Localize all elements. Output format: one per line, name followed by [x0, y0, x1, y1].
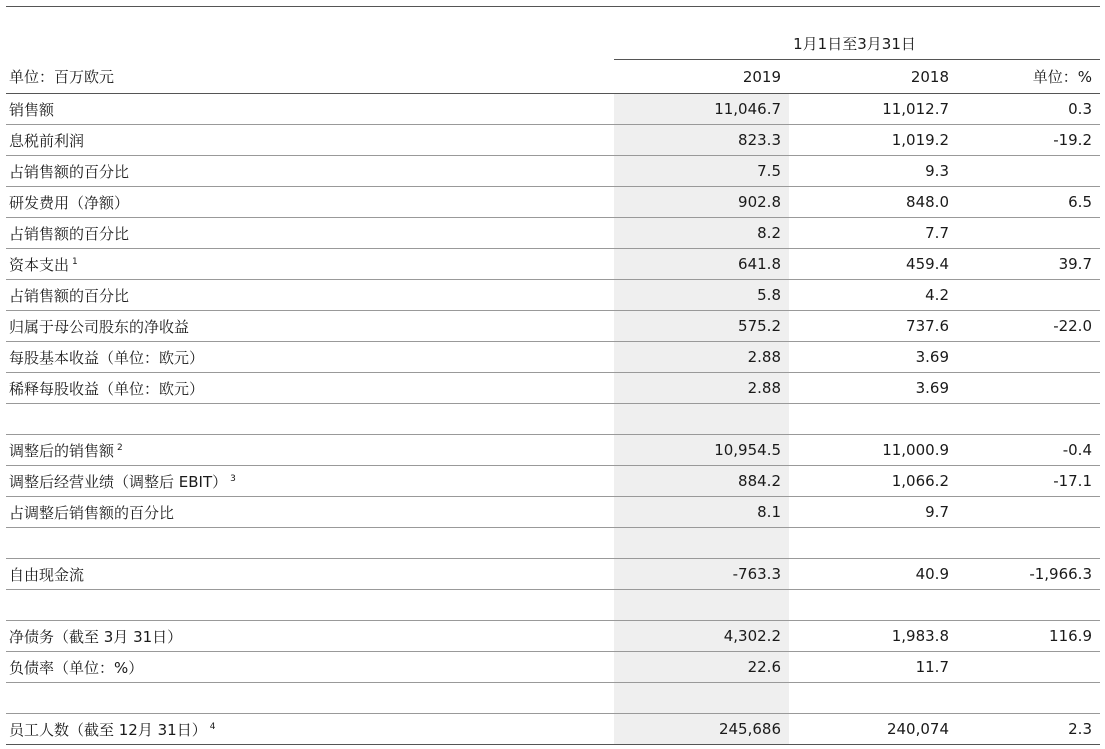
value-change-pct: -1,966.3	[957, 559, 1100, 590]
row-label: 归属于母公司股东的净收益	[9, 317, 190, 336]
value-2018: 11,000.9	[789, 435, 957, 466]
value-2018: 11,012.7	[789, 94, 957, 125]
value-2019: 902.8	[614, 187, 789, 218]
value-2019: 245,686	[614, 714, 789, 745]
value-change-pct: -19.2	[957, 125, 1100, 156]
row-label-cell	[6, 94, 614, 125]
row-label: 每股基本收益（单位：欧元）	[9, 348, 205, 367]
value-2018: 3.69	[789, 342, 957, 373]
value-2019: 884.2	[614, 466, 789, 497]
value-2019: 11,046.7	[614, 94, 789, 125]
value-2019: 10,954.5	[614, 435, 789, 466]
column-header-row	[6, 60, 1100, 94]
value-2018: 7.7	[789, 218, 957, 249]
table-row	[6, 714, 1100, 745]
footnote-marker: 3	[230, 473, 236, 484]
row-label: 占销售额的百分比	[9, 162, 130, 181]
value-2019: 7.5	[614, 156, 789, 187]
value-2018: 848.0	[789, 187, 957, 218]
value-2019: 8.1	[614, 497, 789, 528]
table-row	[6, 187, 1100, 218]
period-label: 1月1日至3月31日	[614, 7, 1100, 60]
row-label-cell	[6, 652, 614, 683]
table-row	[6, 342, 1100, 373]
value-2019: 575.2	[614, 311, 789, 342]
value-change-pct: 116.9	[957, 621, 1100, 652]
value-change-pct	[957, 342, 1100, 373]
table-row	[6, 249, 1100, 280]
value-2018: 11.7	[789, 652, 957, 683]
table-row	[6, 311, 1100, 342]
row-label-cell	[6, 280, 614, 311]
row-label-cell	[6, 466, 614, 497]
value-2018: 9.7	[789, 497, 957, 528]
financial-summary-table	[6, 6, 1100, 745]
row-label: 稀释每股收益（单位：欧元）	[9, 379, 205, 398]
table-row	[6, 156, 1100, 187]
value-change-pct: 2.3	[957, 714, 1100, 745]
row-label-cell	[6, 156, 614, 187]
row-label: 息税前利润	[9, 131, 85, 150]
value-change-pct	[957, 218, 1100, 249]
table-row	[6, 497, 1100, 528]
row-label-cell	[6, 621, 614, 652]
spacer-row	[6, 590, 1100, 621]
value-change-pct	[957, 156, 1100, 187]
row-label: 自由现金流	[9, 565, 85, 584]
row-label: 研发费用（净额）	[9, 193, 130, 212]
footnote-marker: 1	[72, 256, 78, 267]
table-body	[6, 94, 1100, 745]
table-row	[6, 621, 1100, 652]
row-label: 净债务（截至 3月 31日）	[9, 627, 183, 646]
table-row	[6, 218, 1100, 249]
column-header-2018: 2018	[789, 60, 957, 94]
value-change-pct: 0.3	[957, 94, 1100, 125]
column-header-2019: 2019	[614, 60, 789, 94]
table-row	[6, 652, 1100, 683]
value-2018: 459.4	[789, 249, 957, 280]
row-label: 占销售额的百分比	[9, 286, 130, 305]
row-label: 销售额	[9, 100, 55, 119]
value-2018: 1,066.2	[789, 466, 957, 497]
column-header-change: 单位：%	[957, 60, 1100, 94]
value-2019: 5.8	[614, 280, 789, 311]
value-change-pct: 6.5	[957, 187, 1100, 218]
row-label-cell	[6, 125, 614, 156]
row-label: 占调整后销售额的百分比	[9, 503, 175, 522]
unit-label: 单位：百万欧元	[6, 60, 614, 94]
value-2018: 40.9	[789, 559, 957, 590]
row-label: 调整后经营业绩（调整后 EBIT）	[9, 472, 228, 491]
table-row	[6, 280, 1100, 311]
value-2019: 4,302.2	[614, 621, 789, 652]
table-row	[6, 94, 1100, 125]
footnote-marker: 4	[209, 721, 216, 732]
row-label-cell	[6, 342, 614, 373]
value-2018: 1,983.8	[789, 621, 957, 652]
row-label: 负债率（单位：%）	[9, 658, 144, 677]
table-row	[6, 125, 1100, 156]
value-2019: 2.88	[614, 342, 789, 373]
value-2018: 737.6	[789, 311, 957, 342]
value-change-pct	[957, 280, 1100, 311]
value-change-pct: -17.1	[957, 466, 1100, 497]
value-2018: 4.2	[789, 280, 957, 311]
value-2018: 9.3	[789, 156, 957, 187]
row-label-cell	[6, 497, 614, 528]
value-change-pct: -0.4	[957, 435, 1100, 466]
value-change-pct: 39.7	[957, 249, 1100, 280]
value-2018: 3.69	[789, 373, 957, 404]
spacer-row	[6, 683, 1100, 714]
table-row	[6, 435, 1100, 466]
table-row	[6, 466, 1100, 497]
value-2019: 22.6	[614, 652, 789, 683]
value-2019: -763.3	[614, 559, 789, 590]
footnote-marker: 2	[117, 442, 123, 453]
value-change-pct	[957, 497, 1100, 528]
value-2018: 1,019.2	[789, 125, 957, 156]
value-change-pct	[957, 652, 1100, 683]
row-label-cell	[6, 249, 614, 280]
row-label-cell	[6, 218, 614, 249]
value-change-pct: -22.0	[957, 311, 1100, 342]
row-label-cell	[6, 373, 614, 404]
value-2019: 641.8	[614, 249, 789, 280]
row-label-cell	[6, 311, 614, 342]
row-label: 占销售额的百分比	[9, 224, 130, 243]
table-row	[6, 373, 1100, 404]
spacer-row	[6, 404, 1100, 435]
value-change-pct	[957, 373, 1100, 404]
row-label: 资本支出	[9, 255, 70, 274]
table-row	[6, 559, 1100, 590]
row-label-cell	[6, 435, 614, 466]
spacer-row	[6, 528, 1100, 559]
row-label-cell	[6, 559, 614, 590]
row-label-cell	[6, 714, 614, 745]
row-label: 员工人数（截至 12月 31日）	[9, 720, 207, 739]
value-2019: 2.88	[614, 373, 789, 404]
period-header-row	[6, 7, 1100, 60]
value-2019: 823.3	[614, 125, 789, 156]
value-2018: 240,074	[789, 714, 957, 745]
row-label: 调整后的销售额	[9, 441, 115, 460]
row-label-cell	[6, 187, 614, 218]
value-2019: 8.2	[614, 218, 789, 249]
